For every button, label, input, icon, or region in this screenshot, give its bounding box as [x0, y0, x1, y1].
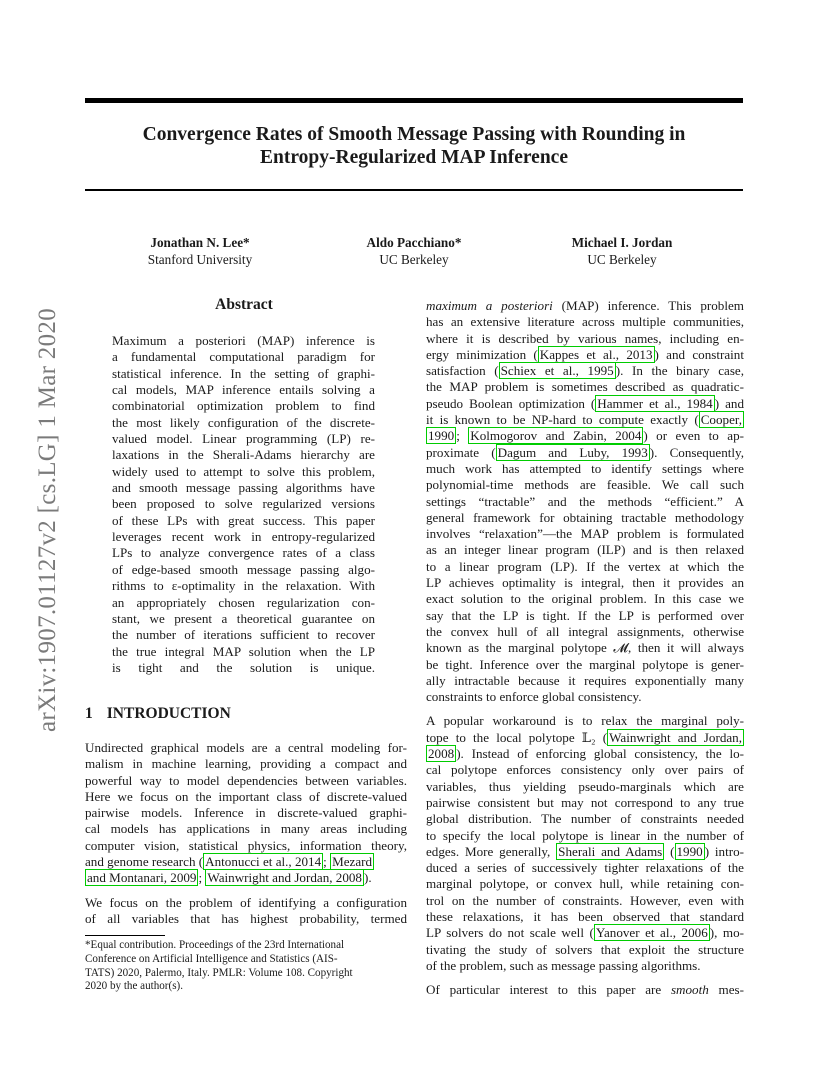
citation-link[interactable]: 2008 [428, 746, 455, 762]
body-line: much work has attempted to identify settings where [426, 460, 744, 476]
body-line: an appropriately chosen regularization con- [112, 594, 375, 610]
body-line: rithms to ε-optimality in the relaxation. With [112, 578, 375, 594]
text: ; [198, 870, 206, 886]
text: ). [363, 870, 372, 886]
body-line: the true integral MAP solution when the LP [112, 643, 375, 659]
body-line: and smooth message passing algorithms have [112, 480, 375, 496]
body-line [426, 746, 744, 762]
body-line: has an extensive literature across multiple communities, [426, 314, 744, 330]
body-line: where it is described by various names, including en- [426, 330, 744, 346]
body-line: duced a series of successively tighter relaxations of the [426, 860, 744, 876]
body-line: valued model. Linear programming (LP) re- [112, 431, 375, 447]
body-line: pairwise models. Inference in discrete-valued graphi- [85, 805, 407, 821]
footnote-line: 2020 by the author(s). [85, 980, 183, 993]
body-line: pairwise consistent but may not correspond to any true [426, 794, 744, 810]
right-column [426, 298, 744, 998]
text: tope to the local polytope 𝕃₂ ( [426, 729, 608, 745]
paper-title [85, 123, 743, 169]
body-line: exact solution to the original problem. In this case we [426, 591, 744, 607]
author-name: Aldo Pacchiano* [366, 235, 462, 250]
text: and genome research ( [85, 854, 204, 870]
text: ) and [714, 395, 744, 411]
body-line [426, 445, 744, 461]
body-line: is tight and the solution is unique. [112, 659, 375, 675]
body-line: to specify the local polytope is linear in the number of [426, 827, 744, 843]
author-1 [100, 234, 300, 268]
body-line: these relaxations, it has been observed that standard [426, 908, 744, 924]
text: ). Instead of enforcing global consistency, the lo- [456, 746, 744, 762]
section-heading [85, 705, 231, 723]
body-line [426, 428, 744, 444]
body-line [426, 844, 744, 860]
author-affiliation: UC Berkeley [379, 252, 449, 267]
body-line: powerful way to model dependencies between variables. [85, 772, 407, 788]
text: maximum a posteriori [426, 298, 553, 313]
title-line-2: Entropy-Regularized MAP Inference [260, 147, 568, 168]
body-line: tivating the study of solvers that exploit the structure [426, 941, 744, 957]
body-line: of edge-based smooth message passing algo- [112, 561, 375, 577]
text: mes- [708, 982, 744, 998]
body-line: combinatorial optimization problem to find [112, 398, 375, 414]
body-line: variables, thus yielding pseudo-marginals which are [426, 778, 744, 794]
author-affiliation: UC Berkeley [587, 252, 657, 267]
citation-link[interactable]: Cooper, [700, 412, 742, 428]
body-line: polynomial-time methods are feasible. We call such [426, 477, 744, 493]
title-line-1: Convergence Rates of Smooth Message Passing with Rounding in [142, 124, 686, 145]
footnote-line: *Equal contribution. Proceedings of the 23rd International [85, 939, 345, 951]
citation-link[interactable]: Dagum and Luby, 1993 [497, 444, 648, 460]
body-line: settings “tractable” and the methods “efficient.” A [426, 493, 744, 509]
title-bottom-rule [85, 189, 743, 191]
body-line: A popular workaround is to relax the marginal poly- [426, 713, 744, 729]
author-affiliation: Stanford University [147, 252, 253, 267]
text: LP solvers do not scale well ( [426, 925, 594, 941]
citation-link[interactable]: 1990 [676, 843, 703, 859]
body-line: say that the LP is tight. If the LP is performed over [426, 607, 744, 623]
body-line: LP achieves optimality is integral, then it provides an [426, 575, 744, 591]
body-line [426, 298, 744, 314]
section-title: INTRODUCTION [106, 705, 231, 722]
body-line: We focus on the problem of identifying a configuration [85, 895, 407, 910]
citation-link[interactable]: 1990 [428, 428, 455, 444]
body-line: ally intractable because it requires exponentially many [426, 672, 744, 688]
body-line: the most likely configuration of the discrete- [112, 414, 375, 430]
body-line: of the problem, such as message passing algorithms. [426, 957, 701, 973]
body-line: laxations in the Sherali-Adams hierarchy are [112, 447, 375, 463]
body-line: as an integer linear program (ILP) and is then relaxed [426, 542, 744, 558]
footnote-rule [85, 935, 165, 936]
abstract-body [112, 333, 375, 676]
body-line: Maximum a posteriori (MAP) inference is [112, 333, 375, 348]
text: ; [456, 428, 469, 444]
citation-link[interactable]: Mezard [332, 854, 373, 870]
text: (MAP) inference. This problem [552, 298, 744, 313]
text: ), mo- [709, 925, 744, 941]
body-line: Here we focus on the important class of discrete-valued [85, 788, 407, 804]
text: edges. More generally, [426, 843, 557, 859]
citation-link[interactable]: Schiex et al., 1995 [500, 363, 614, 379]
body-line [426, 363, 744, 379]
author-name: Michael I. Jordan [571, 235, 673, 250]
body-line: the convex hull of all integral assignments, otherwise [426, 623, 744, 639]
body-line [426, 730, 744, 746]
text: pseudo Boolean optimization ( [426, 395, 596, 411]
body-line: known as the marginal polytope 𝓜, then it will always [426, 640, 744, 656]
body-line: stant, we present a theoretical guarantee on [112, 610, 375, 626]
body-line: leverages recent work in entropy-regularized [112, 529, 375, 545]
body-line: be tight. Inference over the marginal polytope is gener- [426, 656, 744, 672]
body-line [426, 347, 744, 363]
citation-link[interactable]: Wainwright and Jordan, 2008 [207, 870, 362, 886]
body-line: constraints to enforce global consistency. [426, 689, 642, 705]
footnote-line: Conference on Artificial Intelligence and Statistics (AIS- [85, 952, 338, 965]
body-line [426, 396, 744, 412]
body-line: Undirected graphical models are a central modeling for- [85, 740, 407, 755]
body-line [426, 982, 744, 998]
text: satisfaction ( [426, 363, 499, 379]
footnote-line: TATS) 2020, Palermo, Italy. PMLR: Volume 108. Copyright [85, 966, 353, 979]
body-line: malism in machine learning, providing a compact and [85, 756, 407, 772]
body-line: the number of iterations sufficient to recover [112, 627, 375, 643]
body-line: cal models has applications in many areas including [85, 821, 407, 837]
text: ) or even to ap- [643, 428, 744, 444]
arxiv-identifier: arXiv:1907.01127v2 [cs.LG] 1 Mar 2020 [34, 308, 61, 732]
body-line: trol on the number of constraints. However, even with [426, 892, 744, 908]
author-3 [522, 234, 722, 268]
citation-link[interactable]: and Montanari, 2009 [87, 870, 197, 886]
body-line: computer vision, statistical physics, information theory, [85, 837, 407, 853]
abstract-heading: Abstract [215, 296, 273, 313]
text: ergy minimization ( [426, 346, 538, 362]
body-line: marginal polytope, or convex hull, while retaining con- [426, 876, 744, 892]
citation-link[interactable]: Sherali and Adams [558, 843, 663, 859]
body-line: cal polytope enforces consistency only over pairs of [426, 762, 744, 778]
text: smooth [670, 982, 709, 998]
citation-link[interactable]: Yanover et al., 2006 [595, 925, 708, 941]
body-line [426, 925, 744, 941]
body-line: the MAP problem is sometimes described as quadratic- [426, 379, 744, 395]
author-2 [314, 234, 514, 268]
body-line: cal models, MAP inference entails solving a [112, 382, 375, 398]
citation-link[interactable]: Wainwright and Jordan, [609, 729, 742, 745]
top-rule [85, 98, 743, 103]
section-number: 1 [85, 705, 93, 722]
text: ). In the binary case, [615, 363, 744, 379]
body-line: general framework for obtaining tractable methodology [426, 509, 744, 525]
body-line: a fundamental computational paradigm for [112, 349, 375, 365]
body-line: LPs to analyze convergence rates of a class [112, 545, 375, 561]
text: ). Consequently, [649, 444, 745, 460]
intro-paragraph-1 [85, 740, 407, 887]
citation-link[interactable]: Hammer et al., 1984 [597, 395, 713, 411]
body-line: widely used to attempt to solve this problem, [112, 463, 375, 479]
body-line: to a linear program (LP). If the vertex at which the [426, 558, 744, 574]
text: ) and constraint [654, 346, 744, 362]
citation-link[interactable]: Kolmogorov and Zabin, 2004 [470, 428, 642, 444]
body-line: involves “relaxation”—the MAP problem is formulated [426, 526, 744, 542]
text: Of particular interest to this paper are [426, 982, 671, 998]
body-line: statistical inference. In the setting of graphi- [112, 365, 375, 381]
text: ( [664, 843, 675, 859]
text: proximate ( [426, 444, 496, 460]
body-line [426, 412, 744, 428]
intro-paragraph-2 [85, 895, 407, 928]
body-line: global distribution. The number of constraints needed [426, 811, 744, 827]
citation-link[interactable]: Antonucci et al., 2014 [205, 854, 322, 870]
author-name: Jonathan N. Lee* [150, 235, 250, 250]
text: it is known to be NP-hard to compute exactly ( [426, 412, 699, 428]
text: ; [323, 854, 331, 870]
citation-link[interactable]: Kappes et al., 2013 [539, 346, 653, 362]
text: ) intro- [704, 843, 744, 859]
body-line: been proposed to solve regularized versions [112, 496, 375, 512]
body-line: of all variables that has highest probability, termed [85, 911, 407, 927]
footnote [85, 939, 407, 994]
body-line: of these LPs with great success. This paper [112, 512, 375, 528]
